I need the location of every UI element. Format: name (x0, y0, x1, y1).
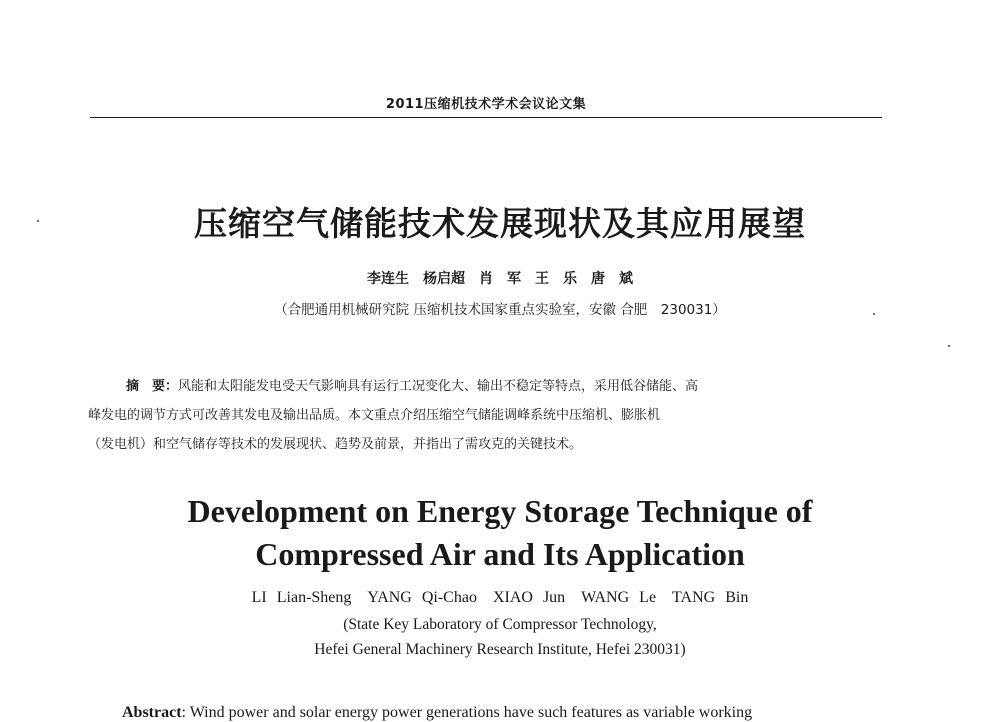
chinese-affiliation: （合肥通用机械研究院 压缩机技术国家重点实验室，安徽 合肥 230031） (274, 302, 726, 318)
chinese-abstract-label: 摘 要： (126, 379, 179, 394)
chinese-abstract-text: 风能和太阳能发电受天气影响具有运行工况变化大、输出不稳定等特点，采用低谷储能、高 (178, 379, 699, 394)
english-affiliation (0, 612, 1000, 662)
english-affiliation-line: (State Key Laboratory of Compressor Technology, (343, 616, 657, 633)
chinese-title: 压缩空气储能技术发展现状及其应用展望 (194, 204, 806, 243)
chinese-authors: 李连生 杨启超 肖 军 王 乐 唐 斌 (367, 271, 633, 287)
english-abstract (122, 704, 882, 722)
english-abstract-label: Abstract (122, 704, 182, 721)
english-affiliation-line: Hefei General Machinery Research Institute, Hefei 230031) (314, 641, 686, 658)
english-authors: LI Lian-Sheng YANG Qi-Chao XIAO Jun WANG Le TANG Bin (251, 589, 749, 606)
scan-speck (948, 345, 950, 347)
header-rule (90, 117, 882, 118)
chinese-abstract-line: （发电机）和空气储存等技术的发展现状、趋势及前景，并指出了需攻克的关键技术。 (88, 437, 583, 452)
english-abstract-text: : Wind power and solar energy power generations have such features as variable working (181, 704, 753, 721)
scan-speck (37, 220, 39, 222)
english-title (0, 490, 1000, 576)
chinese-abstract (88, 372, 884, 459)
english-title-line: Development on Energy Storage Technique of (187, 493, 813, 529)
chinese-abstract-line: 峰发电的调节方式可改善其发电及输出品质。本文重点介绍压缩空气储能调峰系统中压缩机、膨胀机 (88, 408, 661, 423)
english-title-line: Compressed Air and Its Application (255, 536, 745, 572)
running-header: 2011压缩机技术学术会议论文集 (385, 97, 587, 112)
scan-speck (873, 313, 875, 315)
chinese-abstract-line (88, 372, 884, 401)
